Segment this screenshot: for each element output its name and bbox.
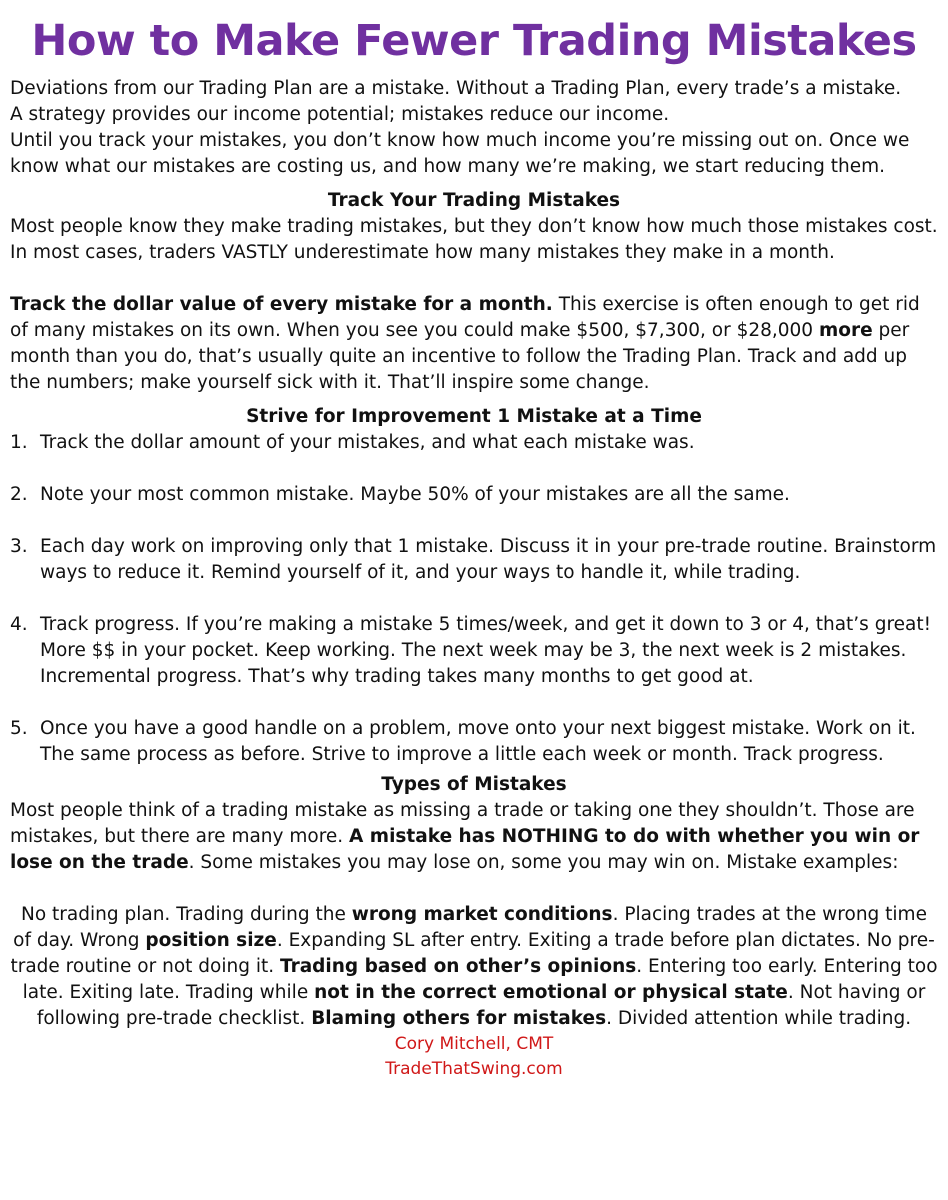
intro-line-1: Deviations from our Trading Plan are a mistake. Without a Trading Plan, every trade’s a mistake. (10, 78, 902, 99)
step-number: 4. (10, 614, 28, 635)
list-item (10, 482, 938, 508)
page-title: How to Make Fewer Trading Mistakes (31, 16, 917, 66)
intro-line-3: Until you track your mistakes, you don’t know how much income you’re missing out on. Once we know what our mistakes are costing us, and how many we’re making, we start reducing them. (10, 130, 910, 177)
types-text-a: Most people think of a trading mistake as missing a trade or taking one they shouldn’t. Those are mistakes, but there are many more. (10, 800, 915, 847)
author-credit: Cory Mitchell, CMT (394, 1034, 554, 1054)
examples-text-4: . Entering too early. Entering too late. Exiting late. Trading while (22, 956, 938, 1003)
examples-bold-1: wrong market conditions (351, 904, 613, 925)
types-emphasis: A mistake has NOTHING to do with whether you win or lose on the trade (10, 826, 920, 873)
step-number: 3. (10, 536, 28, 557)
list-item (10, 612, 938, 690)
examples-text-6: . Divided attention while trading. (606, 1008, 912, 1029)
track-heading: Track Your Trading Mistakes (327, 190, 621, 211)
types-paragraph (10, 798, 938, 876)
website-credit: TradeThatSwing.com (385, 1059, 563, 1079)
types-text-b: . Some mistakes you may lose on, some you may win on. Mistake examples: (188, 852, 899, 873)
examples-bold-3: Trading based on other’s opinions (279, 956, 637, 977)
list-item (10, 716, 938, 768)
examples-text-3: . Expanding SL after entry. Exiting a trade before plan dictates. No pre-trade routine or not doing it. (10, 930, 935, 977)
examples-text-2: . Placing trades at the wrong time of day. Wrong (13, 904, 927, 951)
step-text: Each day work on improving only that 1 mistake. Discuss it in your pre-trade routine. Brainstorm ways to reduce it. Remind yourself of it, and your ways to handle it, while trading. (40, 536, 937, 583)
intro-section (10, 76, 938, 180)
strive-steps-list (10, 430, 938, 768)
examples-bold-5: Blaming others for mistakes (311, 1008, 607, 1029)
examples-bold-2: position size (145, 930, 277, 951)
mistake-examples (10, 902, 938, 1032)
step-text: Track progress. If you’re making a mistake 5 times/week, and get it down to 3 or 4, that’s great! More $$ in your pocket. Keep working. The next week may be 3, the next week is 2 mistakes. Incremental progress. That’s why trading takes many months to get good at. (40, 614, 932, 687)
step-number: 2. (10, 484, 28, 505)
intro-line-2: A strategy provides our income potential; mistakes reduce our income. (10, 104, 670, 125)
step-text: Track the dollar amount of your mistakes, and what each mistake was. (40, 432, 695, 453)
step-number: 5. (10, 718, 28, 739)
list-item (10, 430, 938, 456)
step-text: Once you have a good handle on a problem, move onto your next biggest mistake. Work on it. The same process as before. Strive to improve a little each week or month. Track progress. (40, 718, 916, 765)
list-item (10, 534, 938, 586)
track-text-a: This exercise is often enough to get rid of many mistakes on its own. When you see you could make $500, $7,300, or $28,000 (10, 294, 920, 341)
examples-bold-4: not in the correct emotional or physical state (314, 982, 788, 1003)
examples-text-5: . Not having or following pre-trade checklist. (36, 982, 926, 1029)
track-emphasis-more: more (818, 320, 873, 341)
track-paragraph-2 (10, 292, 938, 396)
types-heading: Types of Mistakes (381, 774, 567, 795)
track-text-b: per month than you do, that’s usually quite an incentive to follow the Trading Plan. Track and add up the numbers; make yourself sick with it. That’ll inspire some change. (10, 320, 910, 393)
strive-heading: Strive for Improvement 1 Mistake at a Time (246, 406, 702, 427)
step-number: 1. (10, 432, 28, 453)
examples-text-1: No trading plan. Trading during the (21, 904, 352, 925)
step-text: Note your most common mistake. Maybe 50% of your mistakes are all the same. (40, 484, 790, 505)
track-emphasis: Track the dollar value of every mistake for a month. (10, 294, 553, 315)
track-paragraph-1: Most people know they make trading mistakes, but they don’t know how much those mistakes cost. In most cases, traders VASTLY underestimate how many mistakes they make in a month. (10, 216, 938, 263)
